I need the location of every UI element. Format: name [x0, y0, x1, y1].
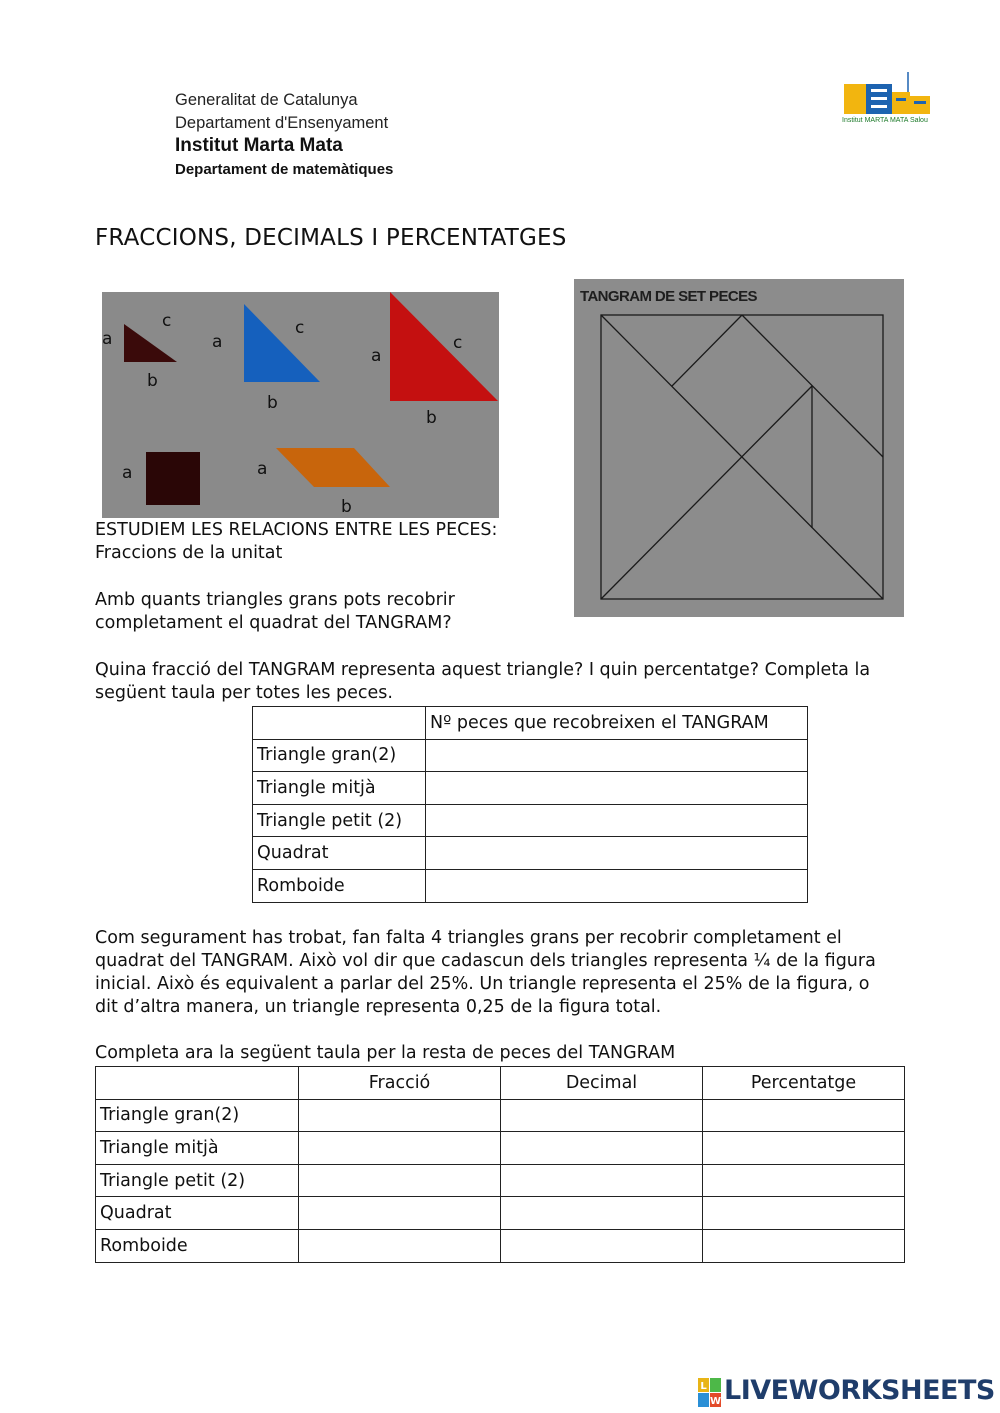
answer-input[interactable]	[430, 741, 803, 769]
answer-cell[interactable]	[426, 837, 808, 870]
medium-triangle-label-c: c	[295, 318, 305, 338]
answer-input[interactable]	[430, 807, 803, 835]
answer-cell[interactable]	[426, 804, 808, 837]
percentage-input[interactable]	[707, 1101, 900, 1129]
tangram-figure	[574, 279, 904, 617]
percentage-input[interactable]	[707, 1199, 900, 1227]
table-row	[253, 772, 808, 805]
column-header-percentatge: Percentatge	[703, 1067, 905, 1100]
fraction-input[interactable]	[303, 1232, 496, 1260]
pieces-figure	[102, 292, 499, 518]
fraction-input[interactable]	[303, 1199, 496, 1227]
fraction-table	[95, 1066, 905, 1263]
icon-letter-w: W	[709, 1396, 722, 1407]
table-row	[253, 804, 808, 837]
row-label: Quadrat	[96, 1197, 299, 1230]
explanation-line4: dit d’altra manera, un triangle representa 0,25 de la figura total.	[95, 997, 662, 1017]
fraction-cell[interactable]	[299, 1099, 501, 1132]
fraction-cell[interactable]	[299, 1197, 501, 1230]
table2-intro: Completa ara la següent taula per la resta de peces del TANGRAM	[95, 1043, 676, 1063]
percentage-cell[interactable]	[703, 1132, 905, 1165]
percentage-input[interactable]	[707, 1232, 900, 1260]
row-label: Triangle gran(2)	[96, 1099, 299, 1132]
row-label: Romboide	[253, 869, 426, 902]
header-department: Departament de matemàtiques	[175, 161, 394, 178]
section-subheading: Fraccions de la unitat	[95, 543, 283, 563]
table-row	[96, 1067, 905, 1100]
header-line-departament: Departament d'Ensenyament	[175, 114, 389, 132]
percentage-input[interactable]	[707, 1167, 900, 1195]
large-triangle-label-c: c	[453, 333, 463, 353]
row-label: Romboide	[96, 1229, 299, 1262]
table-row	[96, 1164, 905, 1197]
icon-letter-l: L	[700, 1381, 707, 1392]
fraction-input[interactable]	[303, 1134, 496, 1162]
row-label: Triangle petit (2)	[96, 1164, 299, 1197]
table-header-count: Nº peces que recobreixen el TANGRAM	[426, 707, 808, 740]
answer-input[interactable]	[430, 774, 803, 802]
table-row	[253, 707, 808, 740]
table-header-empty	[96, 1067, 299, 1100]
question2-line1: Quina fracció del TANGRAM representa aquest triangle? I quin percentatge? Completa la	[95, 660, 871, 680]
liveworksheets-icon	[698, 1378, 722, 1408]
decimal-input[interactable]	[505, 1167, 698, 1195]
decimal-input[interactable]	[505, 1134, 698, 1162]
section-heading: ESTUDIEM LES RELACIONS ENTRE LES PECES:	[95, 520, 498, 540]
table-row	[253, 739, 808, 772]
header-line-generalitat: Generalitat de Catalunya	[175, 91, 358, 109]
percentage-cell[interactable]	[703, 1229, 905, 1262]
percentage-cell[interactable]	[703, 1164, 905, 1197]
fraction-cell[interactable]	[299, 1132, 501, 1165]
column-header-decimal: Decimal	[501, 1067, 703, 1100]
answer-input[interactable]	[430, 872, 803, 900]
decimal-cell[interactable]	[501, 1132, 703, 1165]
table-row	[96, 1229, 905, 1262]
row-label: Triangle mitjà	[96, 1132, 299, 1165]
medium-triangle-label-b: b	[267, 393, 278, 413]
rhomboid-label-a: a	[257, 459, 268, 479]
decimal-input[interactable]	[505, 1101, 698, 1129]
pieces-count-table	[252, 706, 808, 903]
decimal-cell[interactable]	[501, 1197, 703, 1230]
question2-line2: següent taula per totes les peces.	[95, 683, 393, 703]
tangram-title: TANGRAM DE SET PECES	[580, 288, 757, 305]
answer-cell[interactable]	[426, 772, 808, 805]
table-row	[96, 1132, 905, 1165]
fraction-cell[interactable]	[299, 1229, 501, 1262]
medium-triangle-label-a: a	[212, 332, 223, 352]
row-label: Triangle mitjà	[253, 772, 426, 805]
rhomboid-label-b: b	[341, 497, 352, 517]
decimal-input[interactable]	[505, 1232, 698, 1260]
row-label: Quadrat	[253, 837, 426, 870]
fraction-input[interactable]	[303, 1167, 496, 1195]
row-label: Triangle gran(2)	[253, 739, 426, 772]
percentage-cell[interactable]	[703, 1099, 905, 1132]
decimal-cell[interactable]	[501, 1164, 703, 1197]
large-triangle-label-b: b	[426, 408, 437, 428]
decimal-cell[interactable]	[501, 1099, 703, 1132]
decimal-input[interactable]	[505, 1199, 698, 1227]
square-label-a: a	[122, 463, 133, 483]
school-logo-caption: Institut MARTA MATA Salou	[842, 117, 928, 124]
percentage-input[interactable]	[707, 1134, 900, 1162]
answer-input[interactable]	[430, 839, 803, 867]
explanation-line1: Com segurament has trobat, fan falta 4 triangles grans per recobrir completament el	[95, 928, 842, 948]
table-header-empty	[253, 707, 426, 740]
row-label: Triangle petit (2)	[253, 804, 426, 837]
table-row	[253, 837, 808, 870]
small-triangle-label-c: c	[162, 311, 172, 331]
header-school-name: Institut Marta Mata	[175, 135, 343, 156]
percentage-cell[interactable]	[703, 1197, 905, 1230]
fraction-cell[interactable]	[299, 1164, 501, 1197]
tangram-background	[574, 279, 904, 617]
table-row	[253, 869, 808, 902]
column-header-fraccio: Fracció	[299, 1067, 501, 1100]
small-triangle-label-a: a	[102, 329, 113, 349]
table-row	[96, 1197, 905, 1230]
explanation-line2: quadrat del TANGRAM. Això vol dir que cadascun dels triangles representa ¼ de la figura	[95, 951, 876, 971]
square-piece	[146, 452, 200, 505]
large-triangle-label-a: a	[371, 346, 382, 366]
question1-line2: completament el quadrat del TANGRAM?	[95, 613, 452, 633]
small-triangle-label-b: b	[147, 371, 158, 391]
answer-cell[interactable]	[426, 869, 808, 902]
liveworksheets-brand[interactable]: LIVEWORKSHEETS	[724, 1375, 995, 1406]
decimal-cell[interactable]	[501, 1229, 703, 1262]
answer-cell[interactable]	[426, 739, 808, 772]
page-title: FRACCIONS, DECIMALS I PERCENTATGES	[95, 225, 567, 251]
explanation-line3: inicial. Això és equivalent a parlar del 25%. Un triangle representa el 25% de la figura, o	[95, 974, 870, 994]
fraction-input[interactable]	[303, 1101, 496, 1129]
table-row	[96, 1099, 905, 1132]
question1-line1: Amb quants triangles grans pots recobrir	[95, 590, 455, 610]
